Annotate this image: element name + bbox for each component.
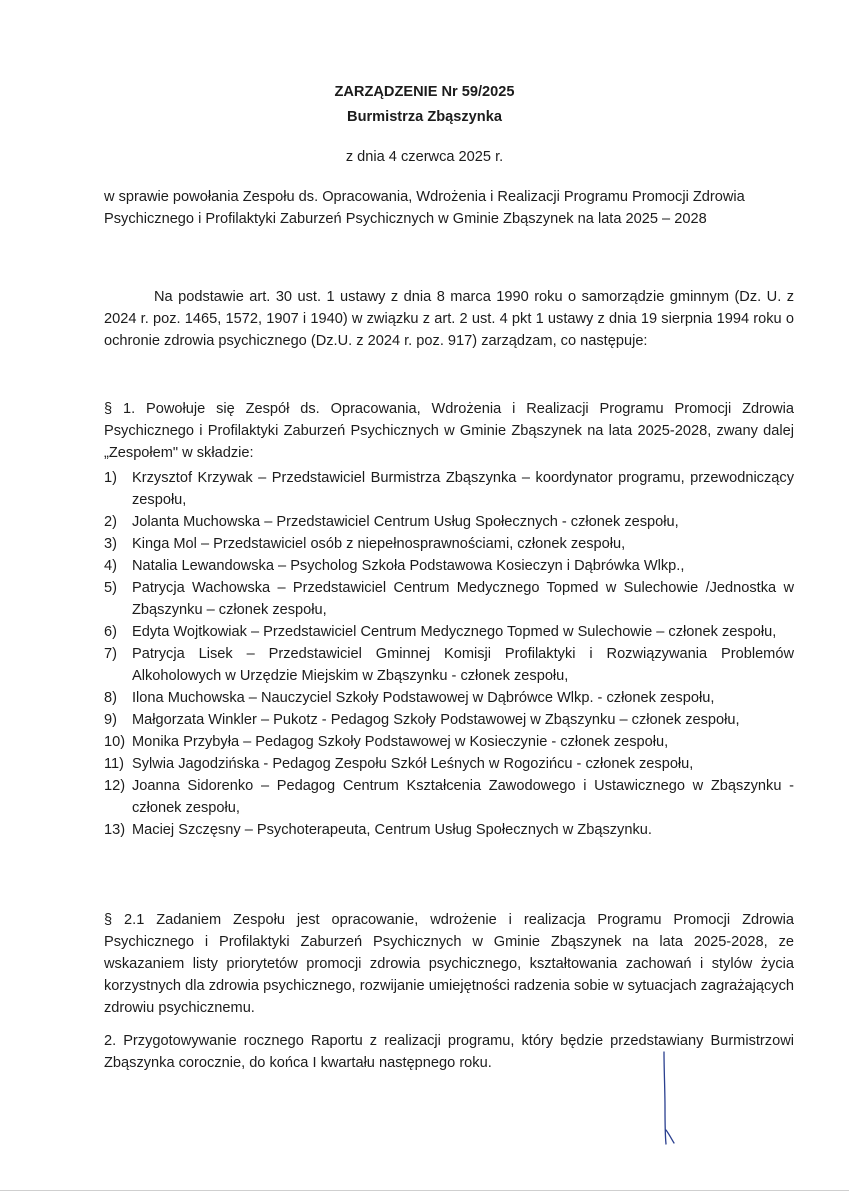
handwritten-mark xyxy=(655,1050,695,1150)
list-item: 7) Patrycja Lisek – Przedstawiciel Gminnej Komisji Profilaktyki i Rozwiązywania Problemów Alkoholowych w Urzędzie Miejskim w Zbąszynku - członek zespołu, xyxy=(104,646,794,684)
page-bottom-edge xyxy=(0,1190,849,1191)
list-item: 1) Krzysztof Krzywak – Przedstawiciel Burmistrza Zbąszynka – koordynator programu, przewodniczący zespołu, xyxy=(104,470,794,508)
list-item: 6) Edyta Wojtkowiak – Przedstawiciel Centrum Medycznego Topmed w Sulechowie – członek zespołu, xyxy=(104,624,777,640)
list-item: 13) Maciej Szczęsny – Psychoterapeuta, Centrum Usług Społecznych w Zbąszynku. xyxy=(104,822,652,838)
subject-line-1: w sprawie powołania Zespołu ds. Opracowania, Wdrożenia i Realizacji Programu Promocji Zdrowia xyxy=(104,189,745,205)
section-2-point-1: § 2.1 Zadaniem Zespołu jest opracowanie, wdrożenie i realizacja Programu Promocji Zdrowia Psychicznego i Profilaktyki Zaburzeń Psychicznych w Gminie Zbąszynek na lata 2025-2028, ze wskazaniem listy priorytetów promocji zdrowia psychicznego, kształtowania zachowań i stylów życia korzystnych dla zdrowia psychicznego, rozwijanie umiejętności radzenia sobie w sytuacjach zagrażających zdrowiu psychicznemu. xyxy=(104,912,794,1016)
list-item: 5) Patrycja Wachowska – Przedstawiciel Centrum Medycznego Topmed w Sulechowie /Jednostka w Zbąszynku – członek zespołu, xyxy=(104,580,794,618)
list-item: 10) Monika Przybyła – Pedagog Szkoły Podstawowej w Kosieczynie - członek zespołu, xyxy=(104,734,669,750)
list-item: 11) Sylwia Jagodzińska - Pedagog Zespołu Szkół Leśnych w Rogozińcu - członek zespołu, xyxy=(104,756,694,772)
list-item: 9) Małgorzata Winkler – Pukotz - Pedagog Szkoły Podstawowej w Zbąszynku – członek zespołu, xyxy=(104,712,740,728)
section-2-point-2: 2. Przygotowywanie rocznego Raportu z realizacji programu, który będzie przedstawiany Burmistrzowi Zbąszynka corocznie, do końca I kwartału następnego roku. xyxy=(104,1033,794,1071)
list-item: 3) Kinga Mol – Przedstawiciel osób z niepełnosprawnościami, członek zespołu, xyxy=(104,536,626,552)
document-issuer: Burmistrza Zbąszynka xyxy=(347,109,502,125)
list-item: 8) Ilona Muchowska – Nauczyciel Szkoły Podstawowej w Dąbrówce Wlkp. - członek zespołu, xyxy=(104,690,715,706)
section-1-intro: § 1. Powołuje się Zespół ds. Opracowania, Wdrożenia i Realizacji Programu Promocji Zdrowia Psychicznego i Profilaktyki Zaburzeń Psychicznych w Gminie Zbąszynek na lata 2025-2028, zwany dalej „Zespołem" w składzie: xyxy=(104,401,794,461)
list-item: 2) Jolanta Muchowska – Przedstawiciel Centrum Usług Społecznych - członek zespołu, xyxy=(104,514,679,530)
list-item: 4) Natalia Lewandowska – Psycholog Szkoła Podstawowa Kosieczyn i Dąbrówka Wlkp., xyxy=(104,558,685,574)
document-title: ZARZĄDZENIE Nr 59/2025 xyxy=(334,84,515,100)
document-date: z dnia 4 czerwca 2025 r. xyxy=(345,149,504,165)
subject-line-2: Psychicznego i Profilaktyki Zaburzeń Psychicznych w Gminie Zbąszynek na lata 2025 – 2028 xyxy=(104,211,707,227)
list-item: 12) Joanna Sidorenko – Pedagog Centrum Kształcenia Zawodowego i Ustawicznego w Zbąszynku - członek zespołu, xyxy=(104,778,794,816)
document-subject xyxy=(104,186,794,230)
team-members-list xyxy=(104,467,794,841)
preamble-paragraph: Na podstawie art. 30 ust. 1 ustawy z dnia 8 marca 1990 roku o samorządzie gminnym (Dz. U. z 2024 r. poz. 1465, 1572, 1907 i 1940) w związku z art. 2 ust. 4 pkt 1 ustawy z dnia 19 sierpnia 1994 roku o ochronie zdrowia psychicznego (Dz.U. z 2024 r. poz. 917) zarządzam, co następuje: xyxy=(104,289,794,349)
